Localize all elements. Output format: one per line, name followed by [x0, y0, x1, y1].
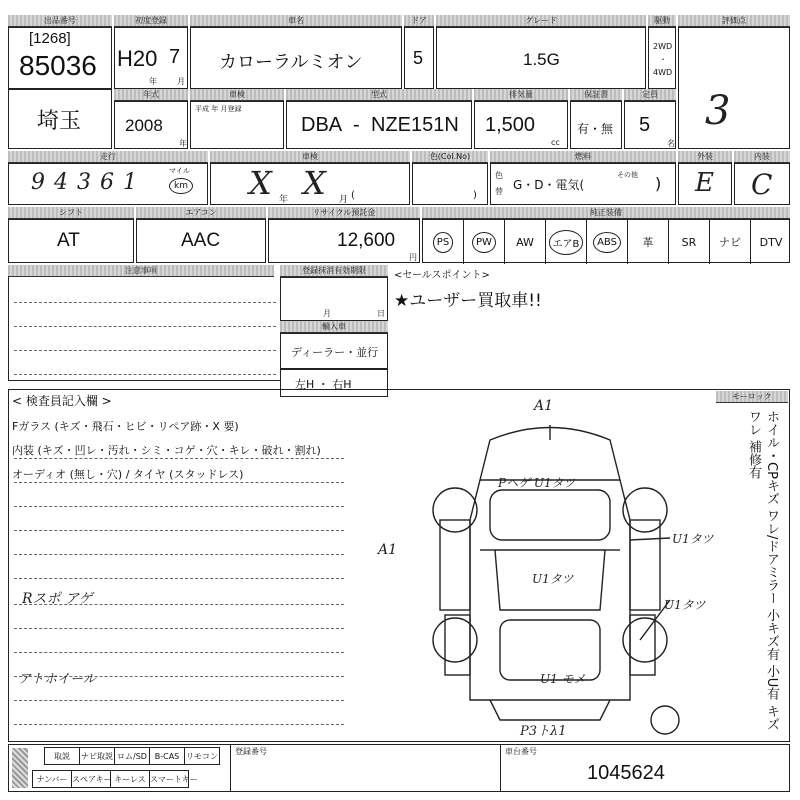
equipment-label: エアB — [549, 230, 584, 255]
yen-unit: 円 — [409, 253, 417, 262]
shift-value: AT — [57, 230, 80, 251]
score-cell — [678, 27, 790, 149]
option-cell: ナビ取説 — [79, 747, 115, 765]
capacity-header: 定員 — [624, 89, 676, 101]
inspector-title: < 検査員記入欄 > — [12, 394, 112, 408]
region-value: 埼玉 — [37, 109, 82, 134]
registration-cell — [190, 101, 284, 149]
era-year: H20 — [117, 46, 158, 71]
handle-value: 左H ・ 右H — [295, 378, 352, 391]
options-row-2 — [32, 770, 198, 788]
capacity-value: 5 — [639, 114, 651, 136]
color-change-top: 色 — [495, 171, 503, 180]
grade-header: グレード — [436, 15, 646, 27]
windshield-line: Fガラス (キズ・飛石・ヒビ・リペア跡・X 要) — [12, 420, 239, 433]
equipment-label: 革 — [642, 236, 654, 249]
displacement-cell — [474, 101, 568, 149]
doors-header: ドア — [404, 15, 434, 27]
color-cell — [412, 163, 488, 205]
inspection-month-unit: 月 — [339, 195, 349, 205]
grade-cell — [436, 27, 646, 89]
score-header: 評価点 — [678, 15, 790, 27]
notes-header: 注意事項 — [8, 265, 274, 277]
mileage-value: 94361 — [31, 170, 146, 195]
equipment-label: ナビ — [719, 236, 741, 249]
inspection-year-mark: X — [249, 164, 272, 202]
recycle-cell — [268, 219, 420, 263]
year-unit: 年 — [149, 77, 157, 86]
registration-header: 車検 — [190, 89, 284, 101]
year-header: 初度登録 — [114, 15, 188, 27]
color-header: 色(Col.No) — [412, 151, 488, 163]
model-name: カローラルミオン — [219, 52, 363, 73]
rear-bumper-note: U1 モメ — [540, 672, 586, 686]
rear-spoiler-note: Rスポ アゲ — [22, 591, 93, 607]
type-dash: - — [353, 114, 360, 136]
inspection-header: 車検 — [210, 151, 410, 163]
warranty-cell — [570, 101, 622, 149]
displacement-value: 1,500 — [485, 114, 536, 136]
option-cell: 取説 — [44, 747, 80, 765]
equipment-label: PS — [433, 232, 453, 253]
shift-header: シフト — [8, 207, 134, 219]
deadline-month: 月 — [323, 309, 331, 318]
fuel-value: G・D・電気( — [513, 178, 585, 192]
equipment-label: ABS — [593, 232, 621, 253]
drive-4wd: 4WD — [653, 68, 673, 77]
lot-number: 85036 — [19, 50, 97, 81]
deadline-cell — [280, 277, 388, 321]
fuel-cell — [490, 163, 676, 205]
equipment-item — [669, 220, 710, 264]
capacity-unit: 名 — [667, 139, 675, 148]
options-row-1 — [44, 747, 219, 765]
fuel-header: 燃料 — [490, 151, 676, 163]
dealer-value: ディーラー・並行 — [291, 346, 379, 359]
strip-pattern — [12, 748, 28, 788]
cc-unit: cc — [551, 138, 560, 147]
drive-cell — [648, 27, 676, 89]
month-value: 7 — [169, 46, 181, 68]
reg-number-cell — [230, 744, 501, 792]
option-cell: ロム/SD — [114, 747, 150, 765]
chassis-cell — [500, 744, 791, 792]
score-value: 3 — [705, 88, 731, 134]
equipment-item — [505, 220, 546, 264]
type-cell — [286, 101, 472, 149]
registration-note: 平成 年 月登録 — [195, 105, 242, 113]
equipment-list — [423, 220, 791, 264]
equipment-item — [464, 220, 505, 264]
equipment-label: DTV — [759, 235, 783, 249]
dealer-cell — [280, 333, 388, 369]
lot-header: 出品番号 — [8, 15, 112, 27]
interior-line: 内装 (キズ・凹レ・汚れ・シミ・コゲ・穴・キレ・破れ・割れ) — [12, 444, 321, 457]
drive-2wd: 2WD — [653, 42, 673, 51]
equipment-item — [587, 220, 628, 264]
model-cell — [190, 27, 402, 89]
capacity-cell — [624, 101, 676, 149]
fuel-paren: ) — [655, 174, 662, 193]
center-note: U1タツ — [532, 572, 574, 586]
aircon-cell — [136, 219, 266, 263]
interior-cell — [734, 163, 790, 205]
warranty-value: 有・無 — [577, 122, 614, 136]
equipment-item — [751, 220, 791, 264]
notes-area — [8, 277, 280, 381]
deadline-header: 登録抹消有効期限 — [280, 265, 388, 277]
exterior-header: 外装 — [678, 151, 732, 163]
equipment-cell — [422, 219, 790, 263]
mile-label: マイル — [169, 167, 190, 175]
equipment-item — [423, 220, 464, 264]
model-header: 車名 — [190, 15, 402, 27]
alloy-wheel-note: アトホイール — [18, 672, 96, 687]
recycle-fee: 12,600 — [337, 230, 396, 251]
inspection-month-mark: X — [303, 164, 326, 202]
doors-cell — [404, 27, 434, 89]
recycle-header: リサイクル預託金 — [268, 207, 420, 219]
right-column-header: モーロック — [716, 391, 788, 403]
right-column-text: ホイル・CPキズ ワレ/ドアミラー 小キズ有 小U有 キズ ワレ 補修有 — [746, 410, 779, 731]
deadline-day: 日 — [377, 309, 385, 318]
shift-cell — [8, 219, 134, 263]
aircon-value: AAC — [181, 230, 221, 251]
mileage-cell — [8, 163, 208, 205]
model-year-unit: 年 — [179, 139, 187, 148]
displacement-header: 排気量 — [474, 89, 568, 101]
equipment-item — [710, 220, 751, 264]
a1-top-note: A1 — [534, 398, 554, 414]
interior-header: 内装 — [734, 151, 790, 163]
inspection-year-unit: 年 — [279, 195, 289, 205]
doors-value: 5 — [413, 48, 424, 68]
option-cell: B-CAS — [149, 747, 185, 765]
option-cell: スペアキー — [71, 770, 111, 788]
bottom-note: P3トλ1 — [520, 724, 567, 739]
equipment-label: AW — [516, 235, 534, 249]
equipment-item — [546, 220, 587, 264]
right-front-note: U1タツ — [672, 532, 714, 546]
chassis-number: 1045624 — [587, 762, 665, 784]
mileage-header: 走行 — [8, 151, 208, 163]
lot-cell — [8, 27, 112, 89]
exterior-cell — [678, 163, 732, 205]
sale-point-label: <セールスポイント> — [394, 270, 490, 281]
type-code: NZE151N — [371, 114, 459, 136]
bonnet-note: Pヘゲ U1タツ — [498, 476, 576, 490]
exterior-grade: E — [695, 168, 714, 198]
model-year-value: 2008 — [125, 116, 163, 135]
km-unit: km — [169, 178, 193, 194]
option-cell: リモコン — [184, 747, 220, 765]
sale-point-text: ★ユーザー買取車!! — [394, 291, 542, 311]
model-year-cell — [114, 101, 188, 149]
first-registration-cell — [114, 27, 188, 89]
equipment-header: 純正装備 — [422, 207, 790, 219]
warranty-header: 保証書 — [570, 89, 622, 101]
equipment-label: SR — [681, 235, 697, 249]
chassis-label: 車台番号 — [505, 747, 537, 756]
a1-left-note: A1 — [378, 542, 398, 558]
grade-value: 1.5G — [523, 50, 560, 69]
reg-number-label: 登録番号 — [235, 747, 267, 756]
drive-dot: ・ — [659, 55, 667, 64]
region-cell — [8, 89, 112, 149]
type-header: 型式 — [286, 89, 472, 101]
audio-tire-line: オーディオ (無し・穴) / タイヤ (スタッドレス) — [12, 468, 244, 481]
option-cell: ナンバー — [32, 770, 72, 788]
color-paren: ) — [473, 190, 477, 201]
equipment-item — [628, 220, 669, 264]
drive-header: 駆動 — [648, 15, 676, 27]
equipment-label: PW — [472, 232, 496, 253]
import-header: 輸入車 — [280, 321, 388, 333]
type-prefix: DBA — [301, 114, 343, 136]
fuel-other: その他 — [617, 171, 638, 179]
aircon-header: エアコン — [136, 207, 266, 219]
option-cell: スマートキー — [149, 770, 189, 788]
lot-code: [1268] — [29, 30, 71, 47]
color-change-bottom: 替 — [495, 187, 503, 196]
model-year-header: 年式 — [114, 89, 188, 101]
right-rear-note: U1タツ — [664, 598, 706, 612]
month-unit: 月 — [177, 77, 185, 86]
inspection-cell — [210, 163, 410, 205]
inspection-paren: ( — [351, 190, 355, 201]
option-cell: キーレス — [110, 770, 150, 788]
interior-grade: C — [751, 168, 773, 201]
